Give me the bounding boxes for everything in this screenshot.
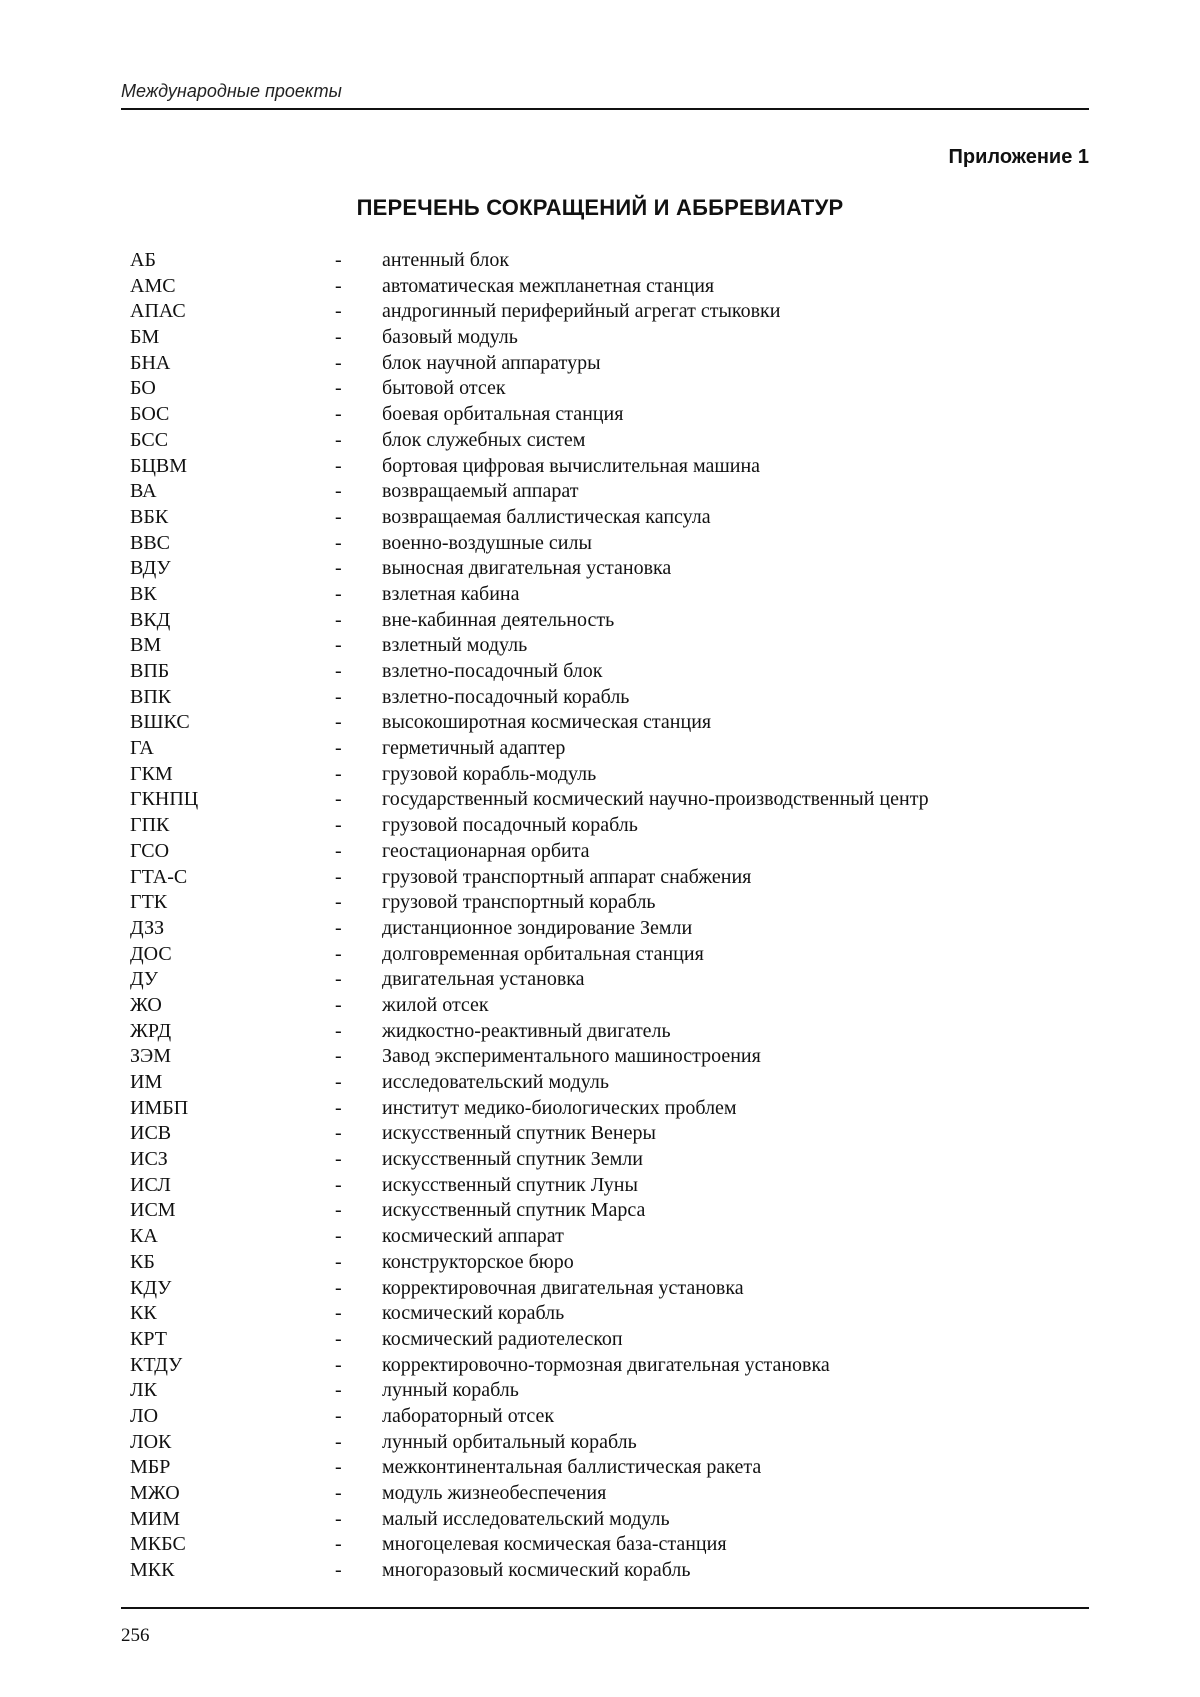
abbreviation-row [130, 736, 1090, 762]
abbreviation-dash: - [335, 274, 342, 297]
abbreviation-row [130, 1224, 1090, 1250]
abbreviation-dash: - [335, 1225, 342, 1248]
abbreviation-code: ДОС [130, 942, 172, 965]
abbreviation-row [130, 865, 1090, 891]
abbreviation-row [130, 1121, 1090, 1147]
abbreviation-row [130, 1044, 1090, 1070]
abbreviation-description: выносная двигательная установка [382, 557, 672, 580]
abbreviation-row [130, 787, 1090, 813]
abbreviation-dash: - [335, 1173, 342, 1196]
abbreviation-description: искусственный спутник Марса [382, 1199, 646, 1222]
abbreviation-dash: - [335, 865, 342, 888]
abbreviation-row [130, 582, 1090, 608]
abbreviation-code: ИСВ [130, 1122, 172, 1145]
abbreviation-row [130, 1301, 1090, 1327]
abbreviation-dash: - [335, 1533, 342, 1556]
abbreviation-description: боевая орбитальная станция [382, 403, 624, 426]
abbreviation-row [130, 505, 1090, 531]
abbreviation-description: взлетно-посадочный блок [382, 660, 603, 682]
page-number: 256 [121, 1625, 150, 1646]
abbreviation-description: антенный блок [382, 249, 510, 271]
abbreviation-dash: - [335, 454, 342, 477]
abbreviation-description: межконтинентальная баллистическая ракета [382, 1456, 762, 1479]
abbreviation-dash: - [335, 1019, 342, 1042]
abbreviation-dash: - [335, 1327, 342, 1350]
abbreviation-dash: - [335, 634, 342, 657]
abbreviation-row [130, 274, 1090, 300]
abbreviation-row [130, 299, 1090, 325]
abbreviation-description: космический аппарат [382, 1225, 564, 1248]
abbreviation-description: искусственный спутник Венеры [382, 1122, 656, 1145]
abbreviation-list [130, 248, 1090, 1584]
abbreviation-description: жидкостно-реактивный двигатель [382, 1019, 671, 1042]
abbreviation-code: ВПБ [130, 660, 170, 682]
abbreviation-row [130, 608, 1090, 634]
abbreviation-code: ВДУ [130, 557, 171, 580]
abbreviation-description: многоразовый космический корабль [382, 1559, 691, 1582]
abbreviation-description: космический корабль [382, 1302, 565, 1325]
abbreviation-dash: - [335, 1302, 342, 1325]
abbreviation-code: КБ [130, 1250, 155, 1273]
abbreviation-description: корректировочно-тормозная двигательная установка [382, 1353, 830, 1376]
abbreviation-description: искусственный спутник Земли [382, 1148, 643, 1171]
abbreviation-row [130, 890, 1090, 916]
abbreviation-row [130, 454, 1090, 480]
abbreviation-code: КТДУ [130, 1353, 183, 1376]
abbreviation-description: жилой отсек [382, 993, 489, 1016]
abbreviation-code: ИСМ [130, 1199, 176, 1222]
abbreviation-code: ГСО [130, 839, 170, 862]
abbreviation-code: МБР [130, 1456, 171, 1479]
abbreviation-code: ЗЭМ [130, 1045, 172, 1068]
abbreviation-code: АБ [130, 249, 156, 271]
abbreviation-code: БСС [130, 428, 169, 451]
abbreviation-description: грузовой посадочный корабль [382, 814, 638, 837]
abbreviation-code: БОС [130, 403, 170, 426]
abbreviation-description: геостационарная орбита [382, 839, 590, 862]
abbreviation-dash: - [335, 1276, 342, 1299]
abbreviation-description: бортовая цифровая вычислительная машина [382, 454, 761, 477]
abbreviation-dash: - [335, 968, 342, 991]
abbreviation-row [130, 325, 1090, 351]
abbreviation-code: ДУ [130, 968, 159, 991]
abbreviation-code: ВА [130, 480, 157, 503]
abbreviation-dash: - [335, 1559, 342, 1582]
abbreviation-dash: - [335, 1045, 342, 1068]
abbreviation-code: ИСЗ [130, 1148, 168, 1171]
abbreviation-description: корректировочная двигательная установка [382, 1276, 744, 1299]
abbreviation-code: КА [130, 1225, 158, 1248]
abbreviation-description: андрогинный периферийный агрегат стыковки [382, 300, 781, 323]
abbreviation-row [130, 710, 1090, 736]
abbreviation-dash: - [335, 891, 342, 914]
abbreviation-dash: - [335, 1379, 342, 1402]
abbreviation-row [130, 1147, 1090, 1173]
abbreviation-description: малый исследовательский модуль [382, 1507, 670, 1530]
abbreviation-code: КРТ [130, 1327, 167, 1350]
abbreviation-row [130, 1019, 1090, 1045]
abbreviation-row [130, 428, 1090, 454]
abbreviation-dash: - [335, 1122, 342, 1145]
abbreviation-row [130, 479, 1090, 505]
abbreviation-code: ИСЛ [130, 1173, 171, 1196]
abbreviation-dash: - [335, 377, 342, 400]
abbreviation-code: БЦВМ [130, 454, 188, 477]
abbreviation-code: МИМ [130, 1507, 181, 1530]
abbreviation-dash: - [335, 788, 342, 811]
abbreviation-row [130, 1507, 1090, 1533]
abbreviation-dash: - [335, 737, 342, 760]
abbreviation-code: ЖРД [130, 1019, 172, 1042]
abbreviation-description: военно-воздушные силы [382, 531, 592, 554]
abbreviation-dash: - [335, 685, 342, 708]
abbreviation-row [130, 402, 1090, 428]
abbreviation-dash: - [335, 351, 342, 374]
abbreviation-code: ГТА-С [130, 865, 188, 888]
running-header: Международные проекты [121, 81, 342, 101]
abbreviation-row [130, 1198, 1090, 1224]
abbreviation-description: лабораторный отсек [382, 1404, 555, 1427]
abbreviation-code: АМС [130, 274, 176, 297]
abbreviation-description: конструкторское бюро [382, 1250, 574, 1273]
abbreviation-row [130, 1096, 1090, 1122]
abbreviation-code: ВШКС [130, 711, 190, 734]
abbreviation-dash: - [335, 480, 342, 503]
abbreviation-description: дистанционное зондирование Земли [382, 916, 693, 939]
abbreviation-dash: - [335, 582, 342, 605]
abbreviation-row [130, 1532, 1090, 1558]
abbreviation-code: БО [130, 377, 156, 400]
abbreviation-description: возвращаемый аппарат [382, 480, 579, 503]
abbreviation-row [130, 248, 1090, 274]
abbreviation-dash: - [335, 505, 342, 528]
abbreviation-code: ДЗЗ [130, 916, 165, 939]
abbreviation-row [130, 1481, 1090, 1507]
abbreviation-row [130, 1430, 1090, 1456]
abbreviation-code: ЛК [130, 1379, 157, 1402]
abbreviation-dash: - [335, 531, 342, 554]
abbreviation-description: космический радиотелескоп [382, 1327, 623, 1350]
abbreviation-row [130, 762, 1090, 788]
abbreviation-dash: - [335, 711, 342, 734]
abbreviation-row [130, 839, 1090, 865]
abbreviation-row [130, 659, 1090, 685]
abbreviation-description: лунный орбитальный корабль [382, 1430, 637, 1453]
abbreviation-description: исследовательский модуль [382, 1071, 609, 1093]
abbreviation-row [130, 993, 1090, 1019]
abbreviation-code: ВПК [130, 685, 172, 708]
abbreviation-description: высокоширотная космическая станция [382, 711, 712, 734]
abbreviation-description: Завод экспериментального машиностроения [382, 1045, 761, 1068]
abbreviation-code: БНА [130, 351, 171, 374]
abbreviation-dash: - [335, 1507, 342, 1530]
abbreviation-description: взлетно-посадочный корабль [382, 685, 630, 708]
abbreviation-code: ГКМ [130, 762, 173, 785]
abbreviation-dash: - [335, 1456, 342, 1479]
abbreviation-code: ВВС [130, 531, 171, 554]
abbreviation-row [130, 556, 1090, 582]
abbreviation-row [130, 1173, 1090, 1199]
abbreviation-dash: - [335, 1199, 342, 1222]
abbreviation-dash: - [335, 300, 342, 323]
abbreviation-description: грузовой транспортный аппарат снабжения [382, 865, 752, 888]
abbreviation-code: ВБК [130, 505, 169, 528]
abbreviation-dash: - [335, 762, 342, 785]
abbreviation-code: ЛО [130, 1404, 159, 1427]
abbreviation-dash: - [335, 916, 342, 939]
abbreviation-row [130, 1558, 1090, 1584]
abbreviation-row [130, 685, 1090, 711]
abbreviation-dash: - [335, 660, 342, 682]
abbreviation-row [130, 1250, 1090, 1276]
abbreviation-code: ВМ [130, 634, 162, 657]
abbreviation-dash: - [335, 403, 342, 426]
abbreviation-row [130, 633, 1090, 659]
abbreviation-dash: - [335, 1096, 342, 1119]
abbreviation-description: грузовой корабль-модуль [382, 762, 597, 785]
abbreviation-description: долговременная орбитальная станция [382, 942, 704, 965]
abbreviation-row [130, 967, 1090, 993]
abbreviation-description: блок научной аппаратуры [382, 351, 601, 374]
abbreviation-description: возвращаемая баллистическая капсула [382, 505, 711, 528]
abbreviation-code: МКБС [130, 1533, 186, 1556]
abbreviation-row [130, 376, 1090, 402]
abbreviation-description: искусственный спутник Луны [382, 1173, 638, 1196]
header-rule [121, 108, 1089, 110]
abbreviation-row [130, 1378, 1090, 1404]
abbreviation-code: ГА [130, 737, 154, 760]
abbreviation-dash: - [335, 1250, 342, 1273]
abbreviation-row [130, 813, 1090, 839]
abbreviation-dash: - [335, 993, 342, 1016]
abbreviation-dash: - [335, 1404, 342, 1427]
abbreviation-row [130, 1353, 1090, 1379]
abbreviation-code: АПАС [130, 300, 186, 323]
abbreviation-description: многоцелевая космическая база-станция [382, 1533, 727, 1556]
abbreviation-description: блок служебных систем [382, 428, 586, 451]
abbreviation-dash: - [335, 814, 342, 837]
abbreviation-row [130, 1070, 1090, 1096]
abbreviation-dash: - [335, 557, 342, 580]
abbreviation-dash: - [335, 1071, 342, 1093]
abbreviation-code: ИМ [130, 1071, 163, 1093]
abbreviation-dash: - [335, 1353, 342, 1376]
footer-rule [121, 1607, 1089, 1609]
page-title: ПЕРЕЧЕНЬ СОКРАЩЕНИЙ И АББРЕВИАТУР [356, 195, 844, 220]
abbreviation-code: ГТК [130, 891, 168, 914]
abbreviation-code: ЖО [130, 993, 162, 1016]
abbreviation-description: герметичный адаптер [382, 737, 566, 760]
abbreviation-dash: - [335, 249, 342, 271]
abbreviation-description: взлетный модуль [382, 634, 528, 657]
abbreviation-row [130, 531, 1090, 557]
abbreviation-dash: - [335, 942, 342, 965]
abbreviation-description: автоматическая межпланетная станция [382, 274, 715, 297]
abbreviation-description: вне-кабинная деятельность [382, 608, 615, 631]
abbreviation-row [130, 1327, 1090, 1353]
abbreviation-code: ГКНПЦ [130, 788, 199, 811]
abbreviation-description: базовый модуль [382, 326, 518, 349]
abbreviation-row [130, 942, 1090, 968]
abbreviation-code: БМ [130, 326, 160, 349]
appendix-label: Приложение 1 [948, 146, 1089, 168]
abbreviation-row [130, 1276, 1090, 1302]
abbreviation-dash: - [335, 428, 342, 451]
abbreviation-row [130, 1404, 1090, 1430]
abbreviation-row [130, 351, 1090, 377]
abbreviation-code: ВК [130, 582, 157, 605]
abbreviation-description: институт медико-биологических проблем [382, 1096, 737, 1119]
abbreviation-description: модуль жизнеобеспечения [382, 1482, 607, 1504]
abbreviation-code: МКК [130, 1559, 175, 1582]
abbreviation-description: двигательная установка [382, 968, 585, 991]
abbreviation-description: грузовой транспортный корабль [382, 891, 656, 914]
abbreviation-description: взлетная кабина [382, 582, 520, 605]
abbreviation-description: лунный корабль [382, 1379, 519, 1402]
abbreviation-dash: - [335, 326, 342, 349]
abbreviation-dash: - [335, 839, 342, 862]
abbreviation-row [130, 916, 1090, 942]
abbreviation-dash: - [335, 1482, 342, 1504]
abbreviation-code: ЛОК [130, 1430, 172, 1453]
abbreviation-description: бытовой отсек [382, 377, 506, 400]
abbreviation-code: ГПК [130, 814, 170, 837]
abbreviation-code: МЖО [130, 1482, 180, 1504]
abbreviation-description: государственный космический научно-производственный центр [382, 788, 929, 811]
abbreviation-code: КДУ [130, 1276, 172, 1299]
abbreviation-dash: - [335, 1430, 342, 1453]
abbreviation-row [130, 1455, 1090, 1481]
abbreviation-dash: - [335, 608, 342, 631]
abbreviation-dash: - [335, 1148, 342, 1171]
abbreviation-code: ВКД [130, 608, 171, 631]
abbreviation-code: ИМБП [130, 1096, 189, 1119]
abbreviation-code: КК [130, 1302, 157, 1325]
